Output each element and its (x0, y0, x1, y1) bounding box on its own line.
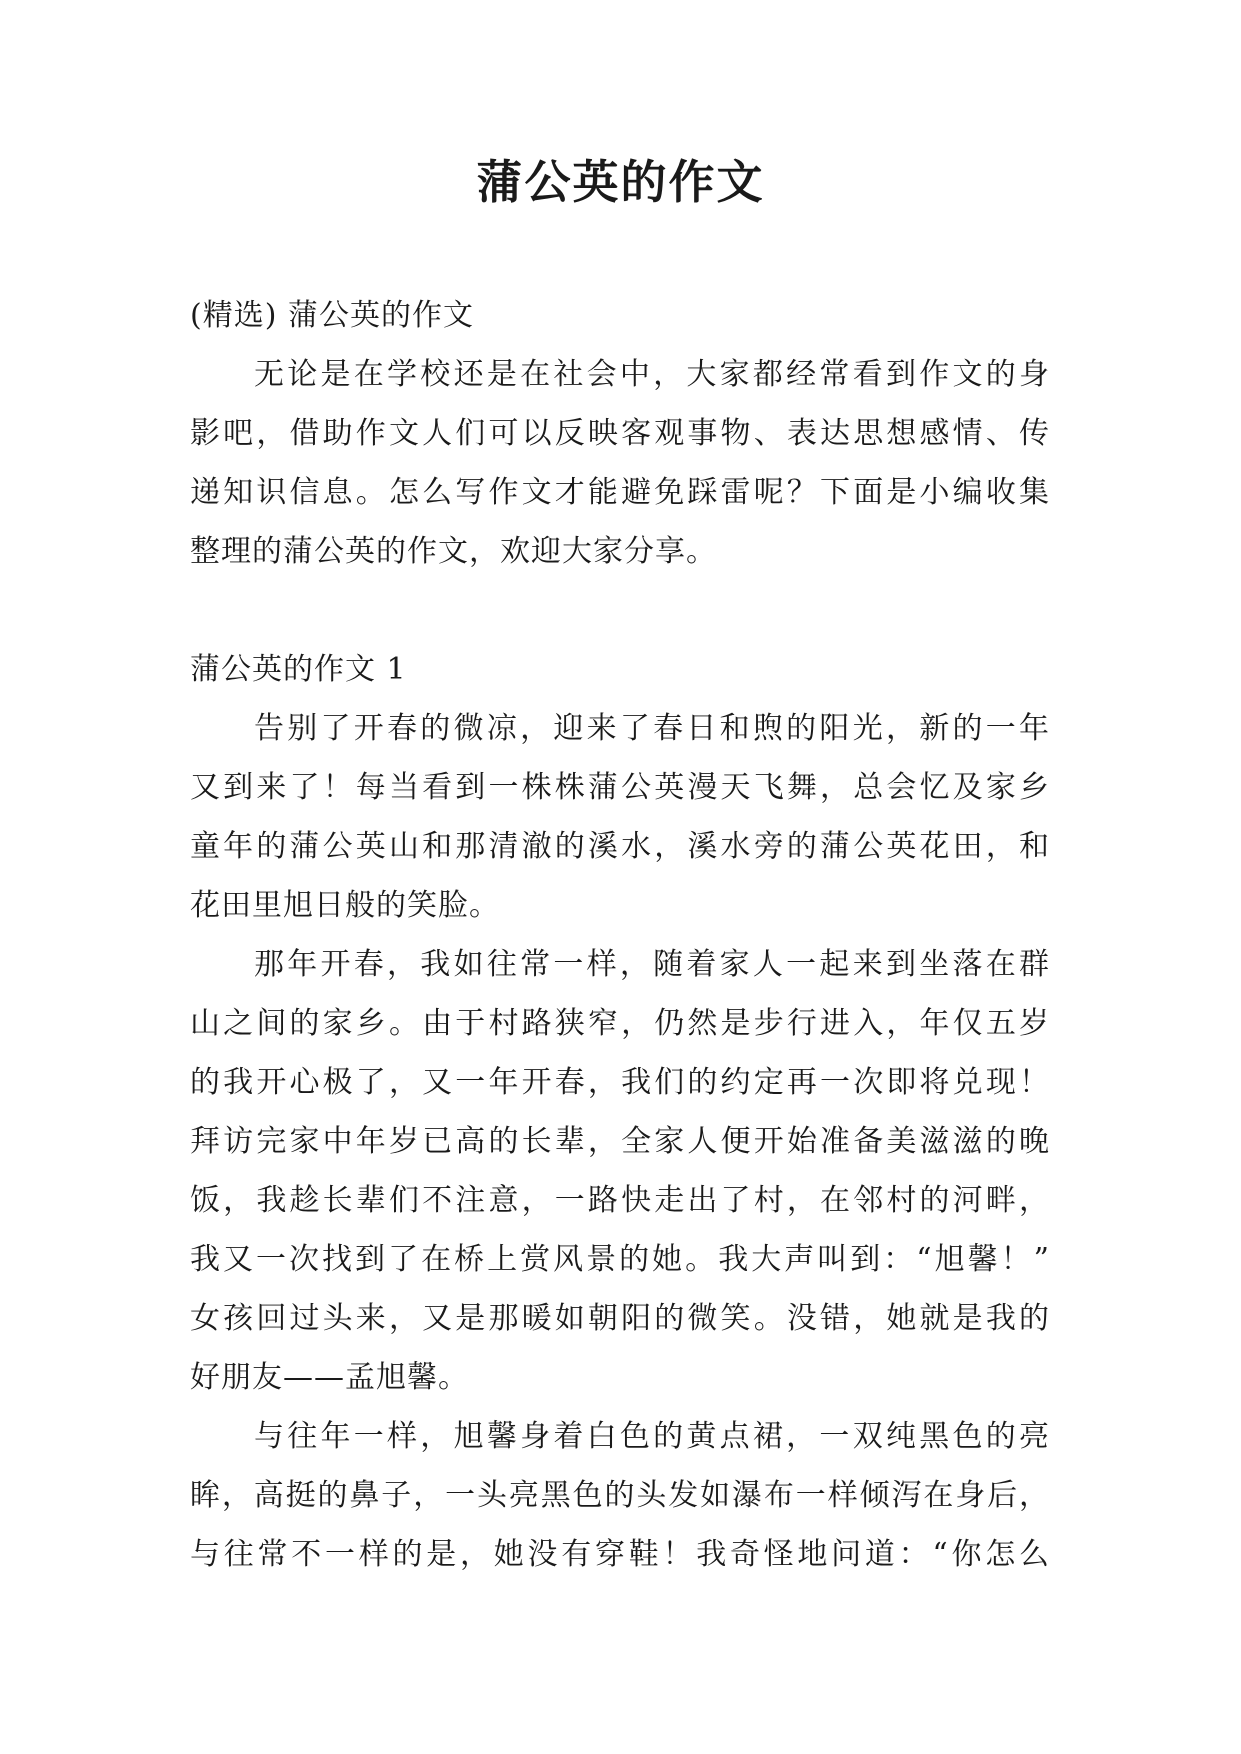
paragraph-line: 女孩回过头来，又是那暖如朝阳的微笑。没错，她就是我的 (190, 1301, 1050, 1336)
intro-line: 整理的蒲公英的作文，欢迎大家分享。 (190, 534, 717, 569)
document-title: 蒲公英的作文 (476, 155, 765, 209)
paragraph-line: 又到来了！每当看到一株株蒲公英漫天飞舞，总会忆及家乡 (190, 770, 1050, 805)
paragraph-line: 与往年一样，旭馨身着白色的黄点裙，一双纯黑色的亮 (254, 1419, 1050, 1454)
document-subtitle: (精选) 蒲公英的作文 (190, 298, 474, 333)
intro-line: 影吧，借助作文人们可以反映客观事物、表达思想感情、传 (190, 416, 1050, 451)
paragraph-line: 童年的蒲公英山和那清澈的溪水，溪水旁的蒲公英花田，和 (190, 829, 1050, 864)
document-body (190, 286, 1050, 1584)
paragraph-gap (190, 581, 1050, 640)
paragraph-line: 眸，高挺的鼻子，一头亮黑色的头发如瀑布一样倾泻在身后， (190, 1478, 1050, 1513)
paragraph-line: 告别了开春的微凉，迎来了春日和煦的阳光，新的一年 (254, 711, 1050, 746)
paragraph-line: 我又一次找到了在桥上赏风景的她。我大声叫到：“旭馨！” (190, 1242, 1050, 1277)
paragraph-line: 拜访完家中年岁已高的长辈，全家人便开始准备美滋滋的晚 (190, 1124, 1050, 1159)
paragraph-line: 好朋友——孟旭馨。 (190, 1360, 469, 1395)
paragraph-line: 山之间的家乡。由于村路狭窄，仍然是步行进入，年仅五岁 (190, 1006, 1050, 1041)
intro-line: 无论是在学校还是在社会中，大家都经常看到作文的身 (254, 357, 1050, 392)
intro-line: 递知识信息。怎么写作文才能避免踩雷呢？下面是小编收集 (190, 475, 1050, 510)
paragraph-line: 那年开春，我如往常一样，随着家人一起来到坐落在群 (254, 947, 1050, 982)
paragraph-line: 花田里旭日般的笑脸。 (190, 888, 500, 923)
paragraph-line: 的我开心极了，又一年开春，我们的约定再一次即将兑现！ (190, 1065, 1050, 1100)
essay-heading: 蒲公英的作文 1 (190, 652, 407, 687)
paragraph-line: 与往常不一样的是，她没有穿鞋！我奇怪地问道：“你怎么 (190, 1537, 1050, 1572)
paragraph-line: 饭，我趁长辈们不注意，一路快走出了村，在邻村的河畔， (190, 1183, 1050, 1218)
